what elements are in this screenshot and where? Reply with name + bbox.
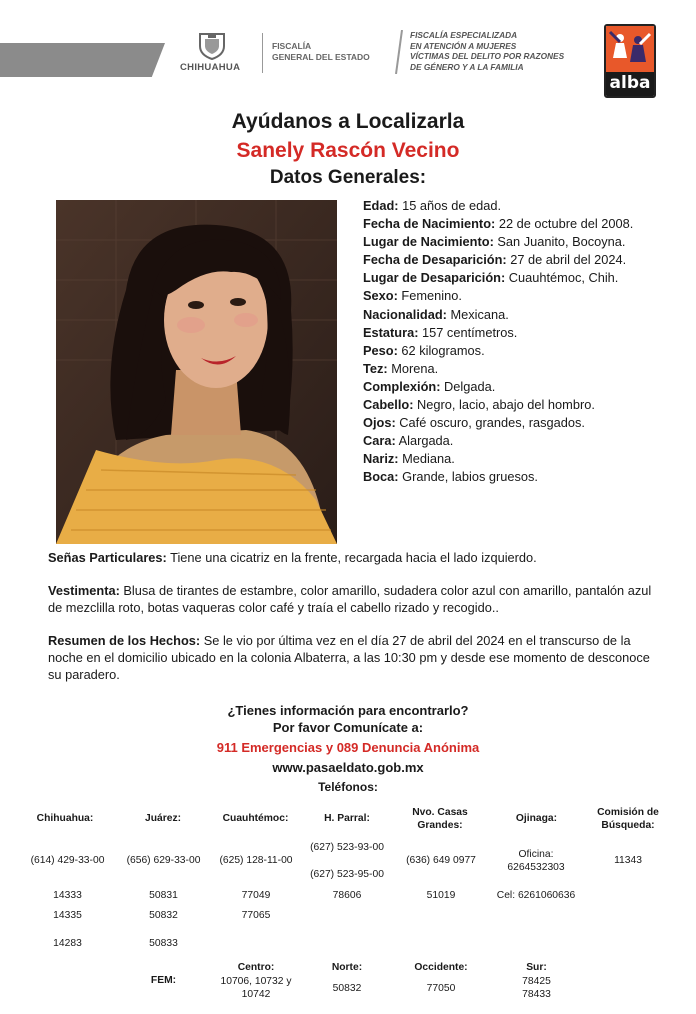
- protocolo-alba-logo: [604, 24, 656, 98]
- ext-cuauhtemoc-2: 77065: [241, 910, 271, 921]
- detail-boca: Boca: Grande, labios gruesos.: [363, 469, 538, 485]
- ext-juarez-1: 50831: [149, 890, 178, 901]
- detail-ojos: Ojos: Café oscuro, grandes, rasgados.: [363, 415, 585, 431]
- detail-fecha-nacimiento: Fecha de Nacimiento: 22 de octubre del 2008.: [363, 216, 634, 232]
- fem-line-4: DE GÉNERO Y A LA FAMILIA: [410, 61, 524, 72]
- ext-casas-grandes-1: 51019: [426, 890, 456, 901]
- fem-sur-value-2: 78433: [522, 989, 551, 1000]
- portrait-illustration: [56, 200, 337, 544]
- phone-header-chihuahua: Chihuahua:: [36, 813, 94, 824]
- missing-person-photo: [56, 200, 337, 544]
- contact-question: ¿Tienes información para encontrarlo?: [227, 703, 469, 718]
- phones-title: Teléfonos:: [318, 780, 378, 794]
- phone-header-nvo-casas-grandes: Nvo. Casas Grandes:: [412, 807, 468, 831]
- resumen-hechos: Resumen de los Hechos: Se le vio por última vez en el día 27 de abril del 2024 en el transcurso de la noche en el domicilio ubicado en la colonia Albaterra, a las 10:30 pm y desde ese momento de desconoce su paradero.: [48, 633, 650, 682]
- detail-edad: Edad: 15 años de edad.: [363, 198, 502, 213]
- ext-parral-1: 78606: [332, 890, 362, 901]
- state-name: CHIHUAHUA: [180, 62, 241, 73]
- detail-sexo: Sexo: Femenino.: [363, 288, 462, 304]
- vestimenta: Vestimenta: Blusa de tirantes de estambre, color amarillo, sudadera color azul con amarillo, pantalón azul de mezclilla roto, botas vaqueras color café y traía el cabello rizado y recogido..: [48, 583, 652, 615]
- fem-sur-value-1: 78425: [522, 976, 551, 987]
- contact-please: Por favor Comunícate a:: [272, 720, 424, 735]
- fem-line-3: VÍCTIMAS DEL DELITO POR RAZONES: [410, 51, 565, 61]
- phone-header-parral: H. Parral:: [324, 813, 370, 824]
- phone-chihuahua-main: (614) 429-33-00: [30, 855, 105, 866]
- ext-juarez-3: 50833: [149, 938, 178, 949]
- detail-estatura: Estatura: 157 centímetros.: [363, 324, 518, 340]
- website-link[interactable]: www.pasaeldato.gob.mx: [272, 760, 424, 775]
- phone-header-comision-busqueda: Comisión de Búsqueda:: [597, 807, 659, 831]
- detail-cara: Cara: Alargada.: [363, 433, 454, 449]
- ext-cuauhtemoc-1: 77049: [241, 890, 271, 901]
- phone-header-juarez: Juárez:: [144, 813, 182, 824]
- header: [0, 0, 696, 104]
- senas-particulares: Señas Particulares: Tiene una cicatriz en la frente, recargada hacia el lado izquierdo.: [48, 550, 537, 565]
- detail-nacionalidad: Nacionalidad: Mexicana.: [363, 306, 509, 322]
- fem-line-2: EN ATENCIÓN A MUJERES: [410, 40, 517, 51]
- section-title: Datos Generales:: [269, 167, 427, 188]
- fiscalia-line-1: FISCALÍA: [272, 41, 312, 51]
- phone-parral-main-1: (627) 523-93-00: [310, 842, 384, 853]
- fiscalia-general-label: [272, 41, 370, 63]
- alba-word: alba: [606, 72, 654, 96]
- phone-casas-grandes-main: (636) 649 0977: [406, 855, 476, 866]
- detail-peso: Peso: 62 kilogramos.: [363, 342, 485, 358]
- fem-centro-value: 10706, 10732 y 10742: [220, 976, 292, 1000]
- phone-juarez-main: (656) 629-33-00: [126, 855, 201, 866]
- detail-tez: Tez: Morena.: [363, 360, 439, 376]
- fem-sur-label: Sur:: [526, 962, 547, 973]
- detail-lugar-desaparicion: Lugar de Desaparición: Cuauhtémoc, Chih.: [363, 270, 619, 286]
- phone-comision-main: 11343: [614, 855, 642, 866]
- slash-divider-icon: [394, 30, 404, 74]
- header-divider: [262, 33, 263, 73]
- phone-header-cuauhtemoc: Cuauhtémoc:: [222, 813, 289, 824]
- detail-cabello: Cabello: Negro, lacio, abajo del hombro.: [363, 397, 595, 413]
- fem-occidente-label: Occidente:: [414, 962, 468, 973]
- fem-norte-label: Norte:: [331, 962, 363, 973]
- ext-chihuahua-2: 14335: [53, 910, 82, 921]
- page-title: Ayúdanos a Localizarla: [231, 110, 465, 133]
- chihuahua-shield-icon: [197, 32, 227, 60]
- phone-header-ojinaga: Ojinaga:: [515, 813, 558, 824]
- ext-chihuahua-3: 14283: [53, 938, 82, 949]
- missing-person-name: Sanely Rascón Vecino: [236, 139, 460, 162]
- fiscalia-line-2: GENERAL DEL ESTADO: [272, 52, 370, 62]
- phone-ojinaga-main: Oficina: 6264532303: [507, 849, 565, 873]
- detail-fecha-desaparicion: Fecha de Desaparición: 27 de abril del 2024.: [363, 252, 627, 268]
- fem-occidente-value: 77050: [426, 983, 456, 994]
- phone-parral-main-2: (627) 523-95-00: [310, 869, 384, 880]
- header-gray-banner: [0, 43, 165, 77]
- detail-complexion: Complexión: Delgada.: [363, 378, 496, 394]
- alba-logo-orange-block: [606, 26, 654, 72]
- fem-centro-label: Centro:: [237, 962, 275, 973]
- details-list: [363, 197, 663, 487]
- alba-figures-icon: [606, 26, 654, 72]
- fiscalia-especializada-label: [410, 30, 564, 72]
- ext-chihuahua-1: 14333: [53, 890, 82, 901]
- emergency-numbers: 911 Emergencias y 089 Denuncia Anónima: [216, 740, 480, 755]
- fem-line-1: FISCALÍA ESPECIALIZADA: [410, 30, 518, 40]
- fem-label: FEM:: [150, 975, 177, 986]
- detail-nariz: Nariz: Mediana.: [363, 451, 455, 467]
- detail-lugar-nacimiento: Lugar de Nacimiento: San Juanito, Bocoyna.: [363, 234, 626, 250]
- ext-juarez-2: 50832: [149, 910, 178, 921]
- phone-cuauhtemoc-main: (625) 128-11-00: [219, 855, 293, 866]
- fem-norte-value: 50832: [332, 983, 362, 994]
- ext-ojinaga-cel: Cel: 6261060636: [496, 890, 576, 901]
